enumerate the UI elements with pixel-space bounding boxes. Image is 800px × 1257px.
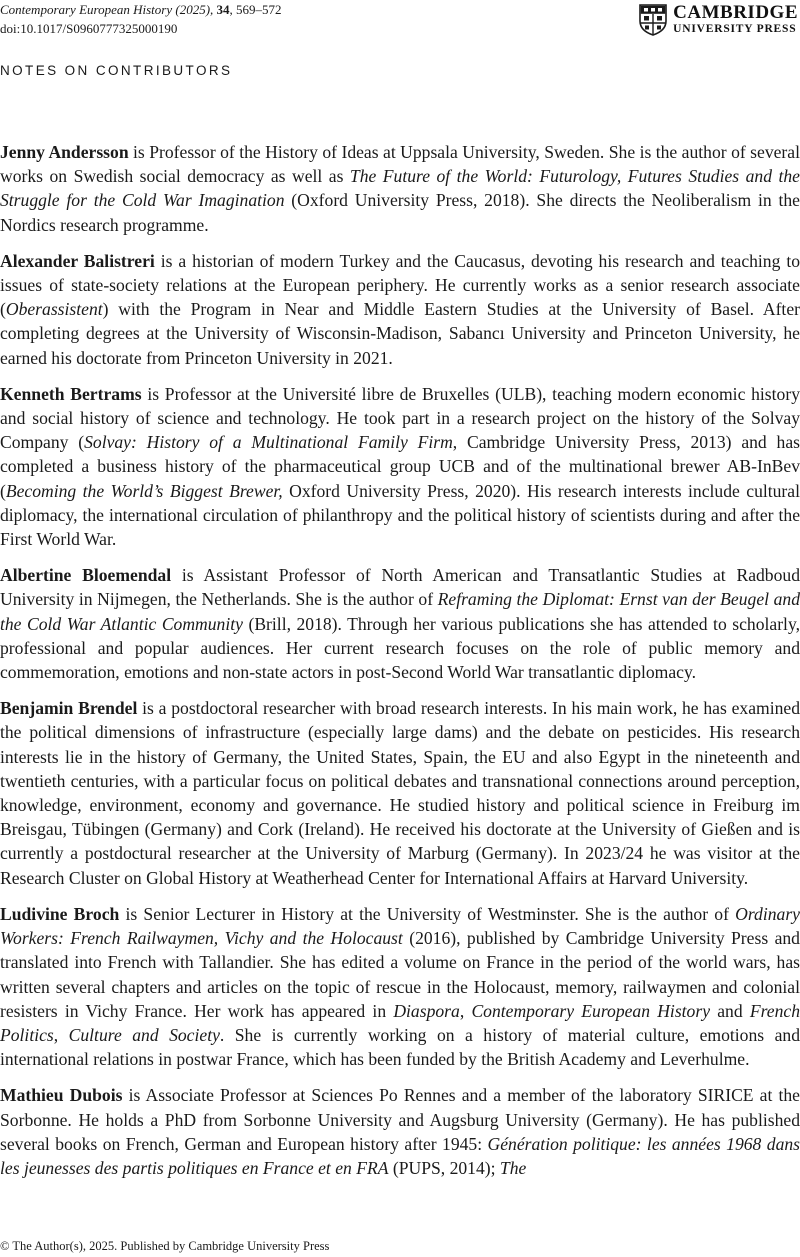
entry-text: is a postdoctoral researcher with broad research interests. In his main work, he has examined the political dimensions of infrastructure (especially large dams) and the debate on pesticides. His research interests lie in the history of Germany, the United States, Spain, the EU and also Egypt in the nineteenth and twentieth centuries, with a particular focus on political debates and transnational connections around perception, knowledge, environment, economy and governance. He studied history and political science in Freiburg im Breisgau, Tübingen (Germany) and Cork (Ireland). He received his doctorate at the University of Gießen and is currently a postdoctural researcher at the University of Marburg (Germany). In 2023/24 he was visitor at the Research Cluster on Global History at Weatherhead Center for International Affairs at Harvard University.	[0, 698, 800, 888]
entry-text: ,	[53, 1024, 69, 1045]
entry-text: is Professor at the Université libre de Bruxelles (ULB), teaching modern economic history and social history of science and technology. He took part in a research project on the history of the Solvay Company (	[0, 383, 800, 453]
entry-text: , Cambridge University Press, 2013) and has completed a business history of the pharmaceutical group UCB and of the multinational brewer AB-InBev (	[0, 432, 800, 501]
contributor-entry	[0, 696, 800, 890]
book-title: Ordinary Workers: French Railwaymen, Vichy and the Holocaust	[0, 903, 800, 949]
journal-title: French Politics	[0, 1000, 800, 1045]
contributor-name: Alexander Balistreri	[0, 250, 155, 271]
contributor-name: Albertine Bloemendal	[0, 565, 172, 586]
entry-text: ,	[459, 1000, 472, 1021]
contributor-entry	[0, 1083, 800, 1180]
section-title: NOTES ON CONTRIBUTORS	[0, 63, 233, 78]
contributor-name: Ludivine Broch	[0, 903, 120, 924]
entry-text: is Associate Professor at Sciences Po Rennes and a member of the laboratory SIRICE at the Sorbonne. He holds a PhD from Sorbonne University and Augsburg University (Germany). He has published several books on French, German and European history after 1945:	[0, 1085, 800, 1154]
journal-name: Contemporary European History (2025),	[0, 2, 214, 17]
book-title: The	[499, 1157, 527, 1178]
contributor-name: Benjamin Brendel	[0, 698, 138, 719]
contributor-name: Jenny Andersson	[0, 142, 129, 162]
entry-text: ) with the Program in Near and Middle Eastern Studies at the University of Basel. After completing degrees at the University of Wisconsin-Madison, Sabancı University and Princeton University, he earned his doctorate from Princeton University in 2021.	[0, 299, 800, 368]
entry-text: (PUPS, 2014);	[388, 1157, 500, 1178]
italic-term: Oberassistent	[5, 299, 103, 320]
contributor-name: Kenneth Bertrams	[0, 383, 142, 404]
contributor-entry	[0, 249, 800, 370]
entry-text: is a historian of modern Turkey and the Caucasus, devoting his research and teaching to issues of state-society relations at the European periphery. He currently works as a senior research associate (	[0, 250, 800, 320]
journal-title: Culture and Society	[68, 1024, 220, 1045]
entry-text: (Brill, 2018). Through her various publications she has attended to scholarly, professional and popular audiences. Her current research focuses on the role of public memory and commemoration, emotions and non-state actors in post-Second World War transatlantic diplomacy.	[0, 613, 800, 683]
contributors-list	[0, 140, 800, 1192]
publisher-subtitle: UNIVERSITY PRESS	[673, 23, 797, 35]
contributor-name: Mathieu Dubois	[0, 1085, 123, 1106]
book-title: Becoming the World’s Biggest Brewer,	[5, 480, 283, 501]
journal-title: Diaspora	[393, 1000, 460, 1021]
entry-text: and	[710, 1000, 750, 1021]
entry-text: is Assistant Professor of North American and Transatlantic Studies at Radboud University in Nijmegen, the Netherlands. She is the author of	[0, 565, 800, 610]
entry-text: is Senior Lecturer in History at the University of Westminster. She is the author of	[119, 903, 736, 924]
doi[interactable]: doi:10.1017/S0960777325000190	[0, 21, 178, 36]
entry-text: Oxford University Press, 2020). His research interests include cultural diplomacy, the international circulation of philanthropy and the political history of scientists during and after the First World War.	[0, 480, 800, 550]
book-title: The Future of the World: Futurology, Futures Studies and the Struggle for the Cold War Imagination	[0, 166, 800, 211]
journal-volume: 34	[216, 2, 230, 17]
book-title: Reframing the Diplomat: Ernst van der Beugel and the Cold War Atlantic Community	[0, 589, 800, 634]
publisher-logo	[639, 3, 798, 36]
contributor-entry	[0, 140, 800, 237]
copyright-footer: © The Author(s), 2025. Published by Cambridge University Press	[0, 1239, 330, 1253]
journal-header	[0, 0, 282, 38]
entry-text: is Professor of the History of Ideas at Uppsala University, Sweden. She is the author of several works on Swedish social democracy as well as	[0, 142, 800, 187]
journal-citation	[0, 0, 282, 19]
entry-text: (2016), published by Cambridge University Press and translated into French with Tallandier. She has edited a volume on France in the period of the world wars, has written several chapters and articles on the topic of rescue in the Holocaust, memory, railwaymen and colonial resisters in Vichy France. Her work has appeared in	[0, 928, 800, 1021]
book-title: Solvay: History of a Multinational Family Firm	[84, 432, 453, 453]
book-title: Génération politique: les années 1968 dans les jeunesses des partis politiques en France et en FRA	[0, 1133, 800, 1178]
contributor-entry	[0, 902, 800, 1071]
contributor-entry	[0, 563, 800, 684]
shield-icon	[639, 4, 667, 36]
publisher-name: CAMBRIDGE	[673, 2, 798, 23]
journal-pages: , 569–572	[229, 2, 282, 17]
journal-title: Contemporary European History	[471, 1000, 711, 1021]
contributor-entry	[0, 382, 800, 551]
entry-text: (Oxford University Press, 2018). She directs the Neoliberalism in the Nordics research programme.	[0, 190, 800, 235]
entry-text: . She is currently working on a history of material culture, emotions and international relations in postwar France, which has been funded by the British Academy and Leverhulme.	[0, 1024, 800, 1070]
